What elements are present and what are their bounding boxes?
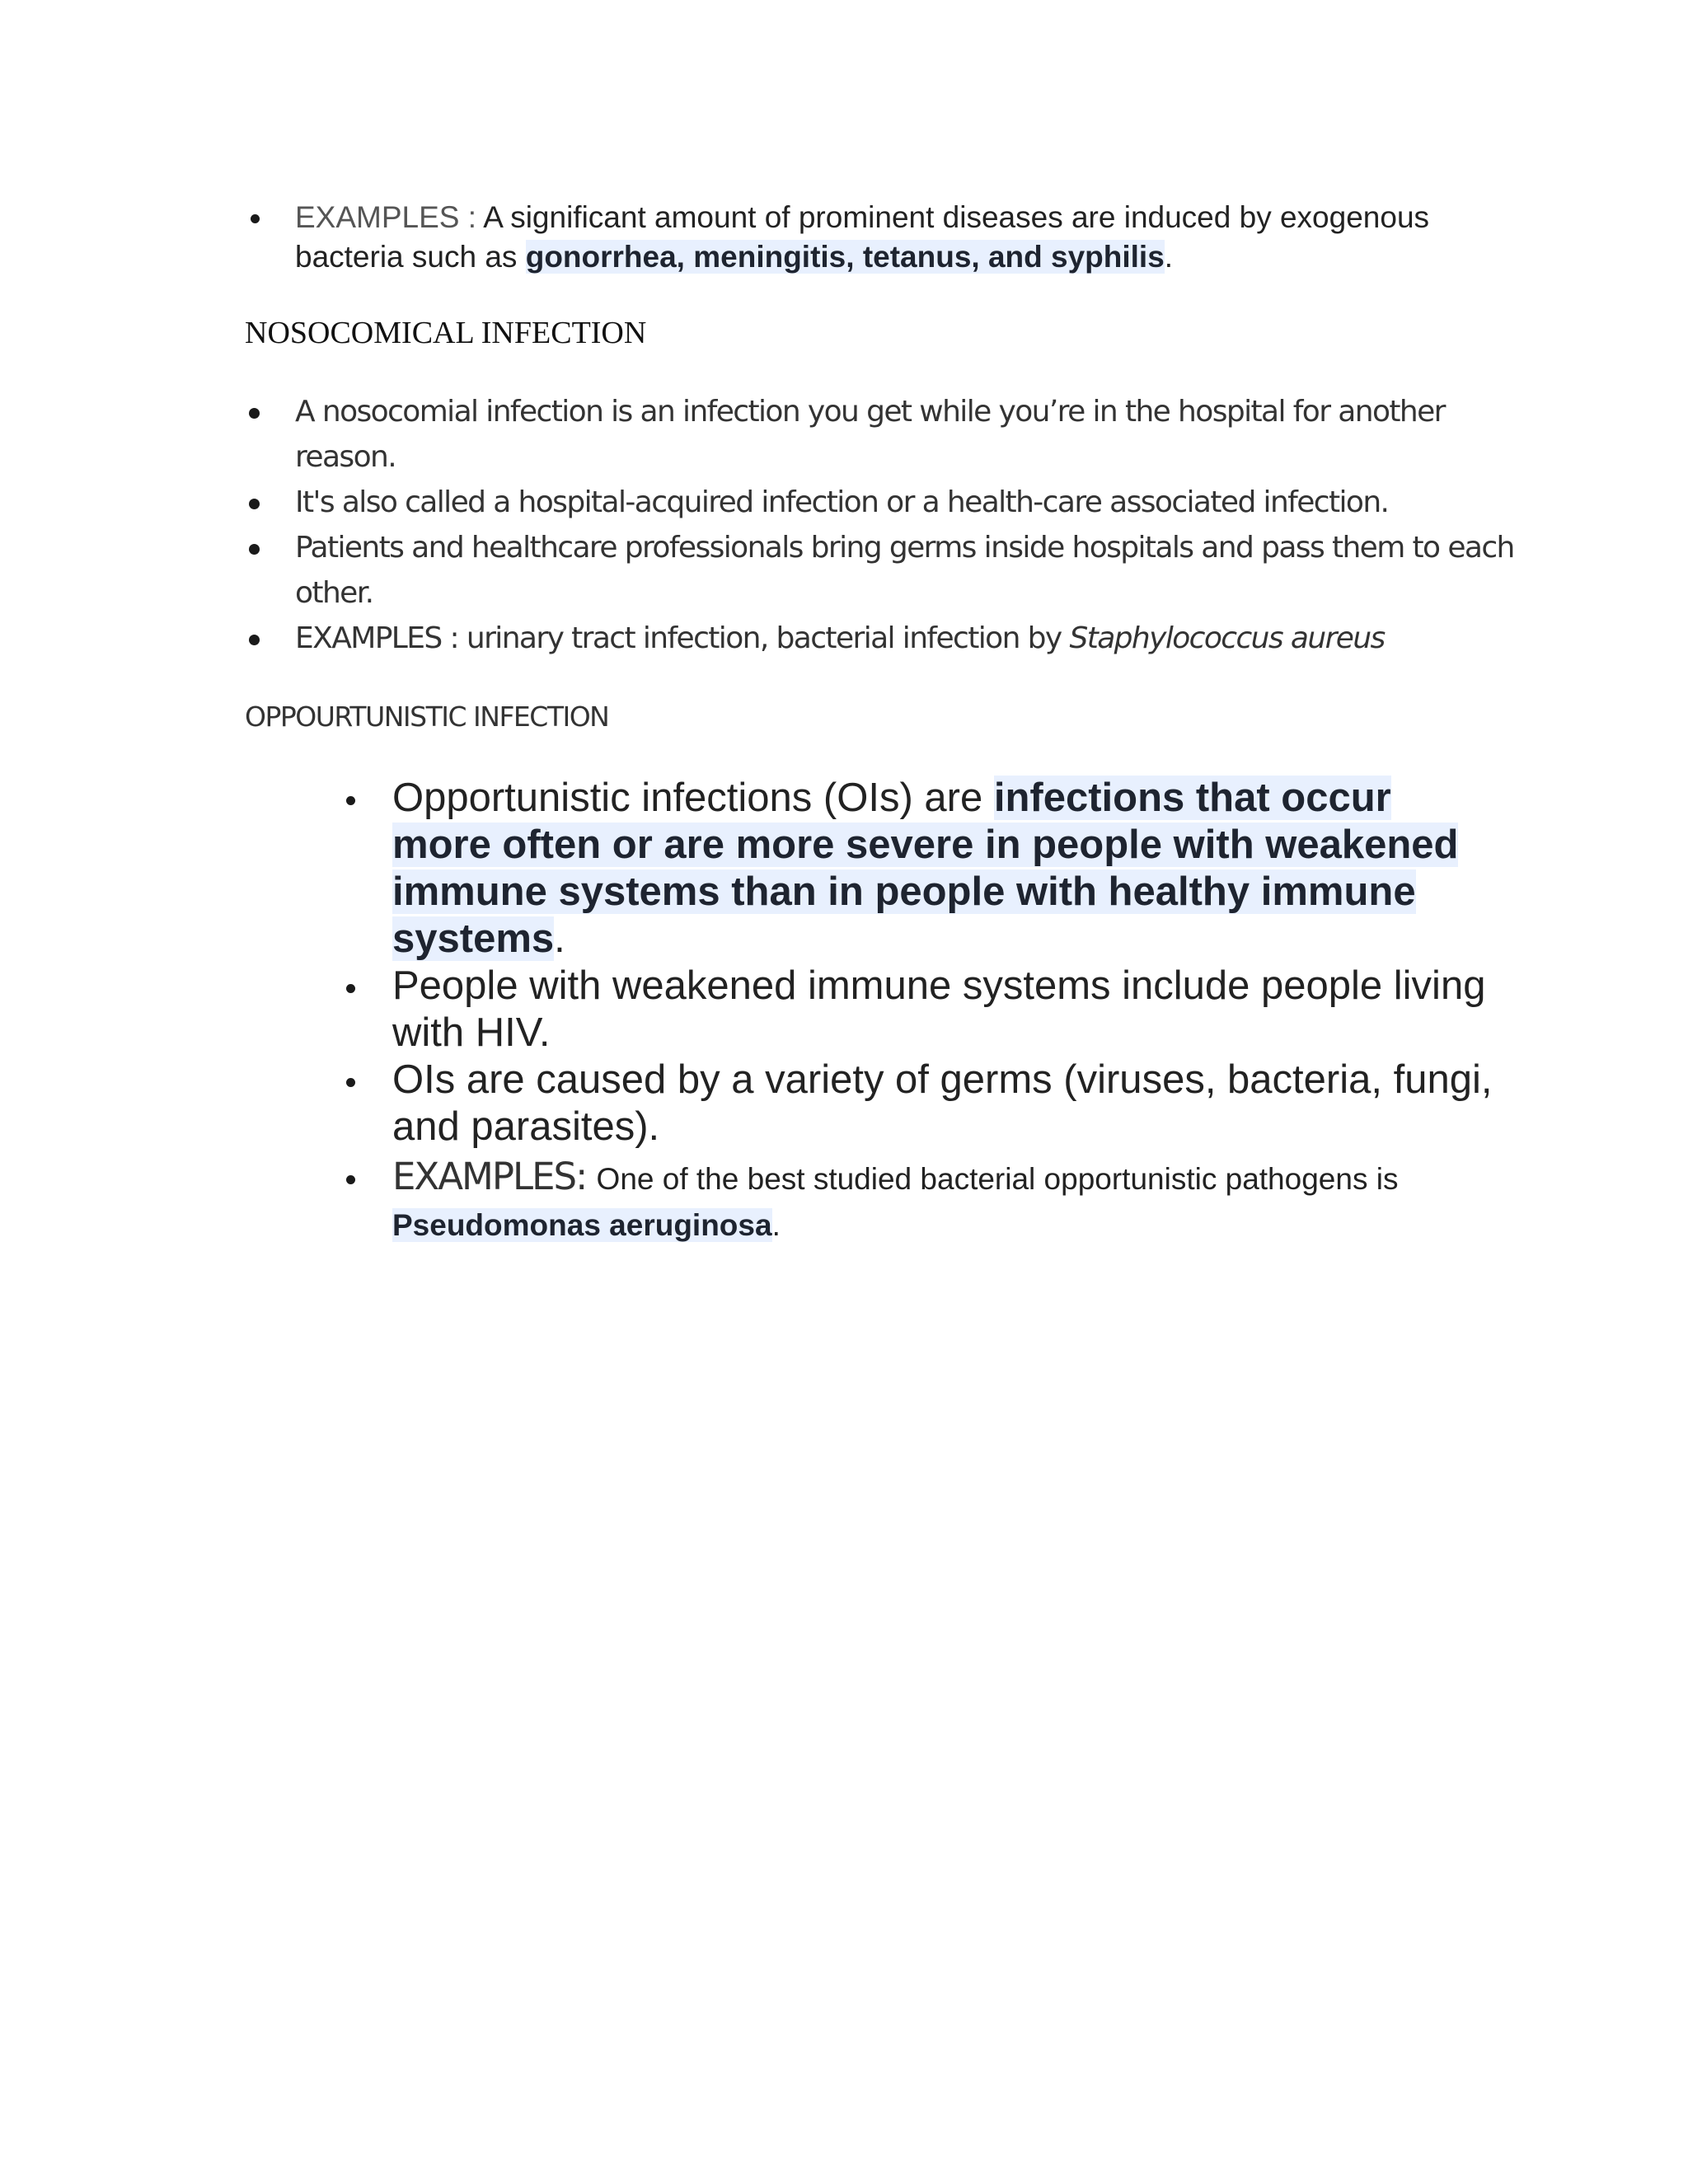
bullet-icon (249, 544, 260, 555)
examples-label: EXAMPLES (295, 200, 460, 234)
list-item-text: Opportunistic infections (OIs) are (392, 776, 994, 820)
bullet-icon (346, 984, 355, 993)
bullet-icon (249, 408, 260, 419)
examples-text: urinary tract infection, bacterial infection by (466, 621, 1070, 655)
list-item (247, 389, 1517, 480)
list-item (247, 616, 1517, 661)
bullet-icon (249, 499, 260, 509)
highlighted-text: gonorrhea, meningitis, tetanus, and syphilis (525, 240, 1165, 274)
list-item-text: It's also called a hospital-acquired infection or a health-care associated infection. (295, 485, 1389, 519)
section-heading-opportunistic: OPPOURTUNISTIC INFECTION (245, 701, 609, 733)
list-item (345, 1057, 1498, 1151)
bullet-icon (251, 214, 260, 223)
list-item (247, 480, 1517, 525)
list-item: Opportunistic infections (OIs) are infections that occur more often or are more severe in people with weakened immune systems than in people with healthy immune systems. (345, 775, 1498, 963)
list-item-text: People with weakened immune systems include people living with HIV. (392, 963, 1486, 1055)
section-heading-nosocomial: NOSOCOMICAL INFECTION (245, 316, 647, 350)
highlighted-text: infections that occur more often or are more severe in people with weakened immune systems than in people with healthy immune systems (392, 776, 1459, 961)
list-item: EXAMPLES: One of the best studied bacterial opportunistic pathogens is Pseudomonas aeruginosa. (345, 1154, 1498, 1249)
nosocomial-list (247, 389, 1517, 661)
bullet-icon (346, 1175, 355, 1184)
examples-text: A significant amount of prominent diseases are induced by exogenous bacteria such as (295, 200, 1430, 274)
bullet-icon (249, 635, 260, 645)
list-item-text: OIs are caused by a variety of germs (viruses, bacteria, fungi, and parasites). (392, 1057, 1493, 1149)
highlighted-text: Pseudomonas aeruginosa (392, 1208, 772, 1242)
list-item: EXAMPLES : A significant amount of prominent diseases are induced by exogenous bacteria such as gonorrhea, meningitis, tetanus, and syphilis. (247, 198, 1517, 277)
examples-label: EXAMPLES: (392, 1155, 597, 1198)
list-item-text: Patients and healthcare professionals bring germs inside hospitals and pass them to each other. (295, 531, 1514, 610)
exogenous-examples-list (247, 198, 1517, 277)
bullet-icon (346, 796, 355, 805)
bullet-icon (346, 1078, 355, 1087)
list-item (345, 963, 1498, 1057)
list-item (247, 525, 1517, 616)
list-item-text: A nosocomial infection is an infection you get while you’re in the hospital for another reason. (295, 395, 1445, 474)
examples-label: EXAMPLES : (295, 621, 467, 655)
opportunistic-list (345, 775, 1498, 1249)
species-name: Staphylococcus aureus (1069, 621, 1385, 655)
examples-text: One of the best studied bacterial opportunistic pathogens is (596, 1162, 1399, 1196)
